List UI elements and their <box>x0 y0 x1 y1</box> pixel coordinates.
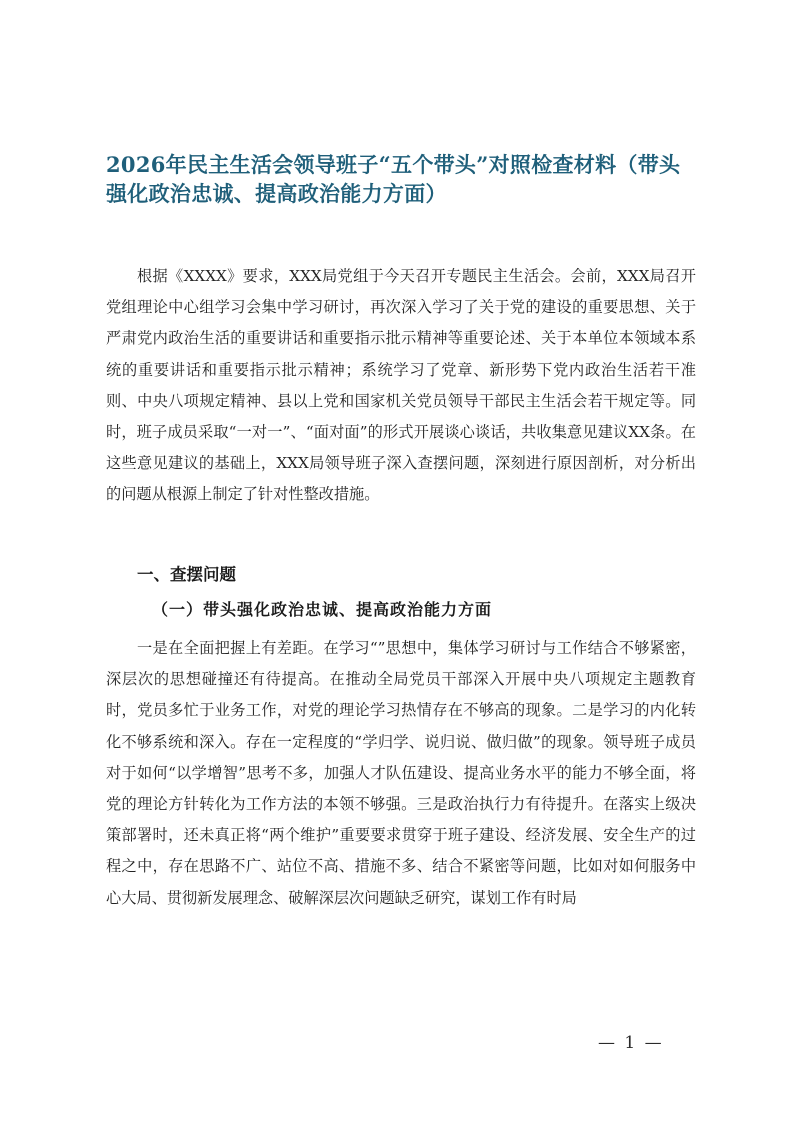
page-number: — 1 — <box>598 1033 664 1053</box>
intro-paragraph: 根据《XXXX》要求，XXX局党组于今天召开专题民主生活会。会前，XXX局召开党组理论中心组学习会集中学习研讨，再次深入学习了关于党的建设的重要思想、关于严肃党内政治生活的重要讲话和重要指示批示精神等重要论述、关于本单位本领域本系统的重要讲话和重要指示批示精神；系统学习了党章、新形势下党内政治生活若干准则、中央八项规定精神、县以上党和国家机关党员领导干部民主生活会若干规定等。同时，班子成员采取“一对一”、“面对面”的形式开展谈心谈话，共收集意见建议XX条。在这些意见建议的基础上，XXX局领导班子深入查摆问题，深刻进行原因剖析，对分析出的问题从根源上制定了针对性整改措施。 <box>106 267 696 504</box>
problems-paragraph: 一是在全面把握上有差距。在学习“”思想中，集体学习研讨与工作结合不够紧密，深层次的思想碰撞还有待提高。在推动全局党员干部深入开展中央八项规定主题教育时，党员多忙于业务工作，对党的理论学习热情存在不够高的现象。二是学习的内化转化不够系统和深入。存在一定程度的“学归学、说归说、做归做”的现象。领导班子成员对于如何“以学增智”思考不多，加强人才队伍建设、提高业务水平的能力不够全面，将党的理论方针转化为工作方法的本领不够强。三是政治执行力有待提升。在落实上级决策部署时，还未真正将“两个维护”重要要求贯穿于班子建设、经济发展、安全生产的过程之中，存在思路不广、站位不高、措施不多、结合不紧密等问题，比如对如何服务中心大局、贯彻新发展理念、破解深层次问题缺乏研究，谋划工作有时局 <box>106 639 696 907</box>
section-heading: 一、查摆问题 <box>137 565 236 584</box>
subsection-heading: （一）带头强化政治忠诚、提高政治能力方面 <box>152 600 493 619</box>
document-title: 2026年民主生活会领导班子“五个带头”对照检查材料（带头强化政治忠诚、提高政治能力方面） <box>106 152 681 206</box>
